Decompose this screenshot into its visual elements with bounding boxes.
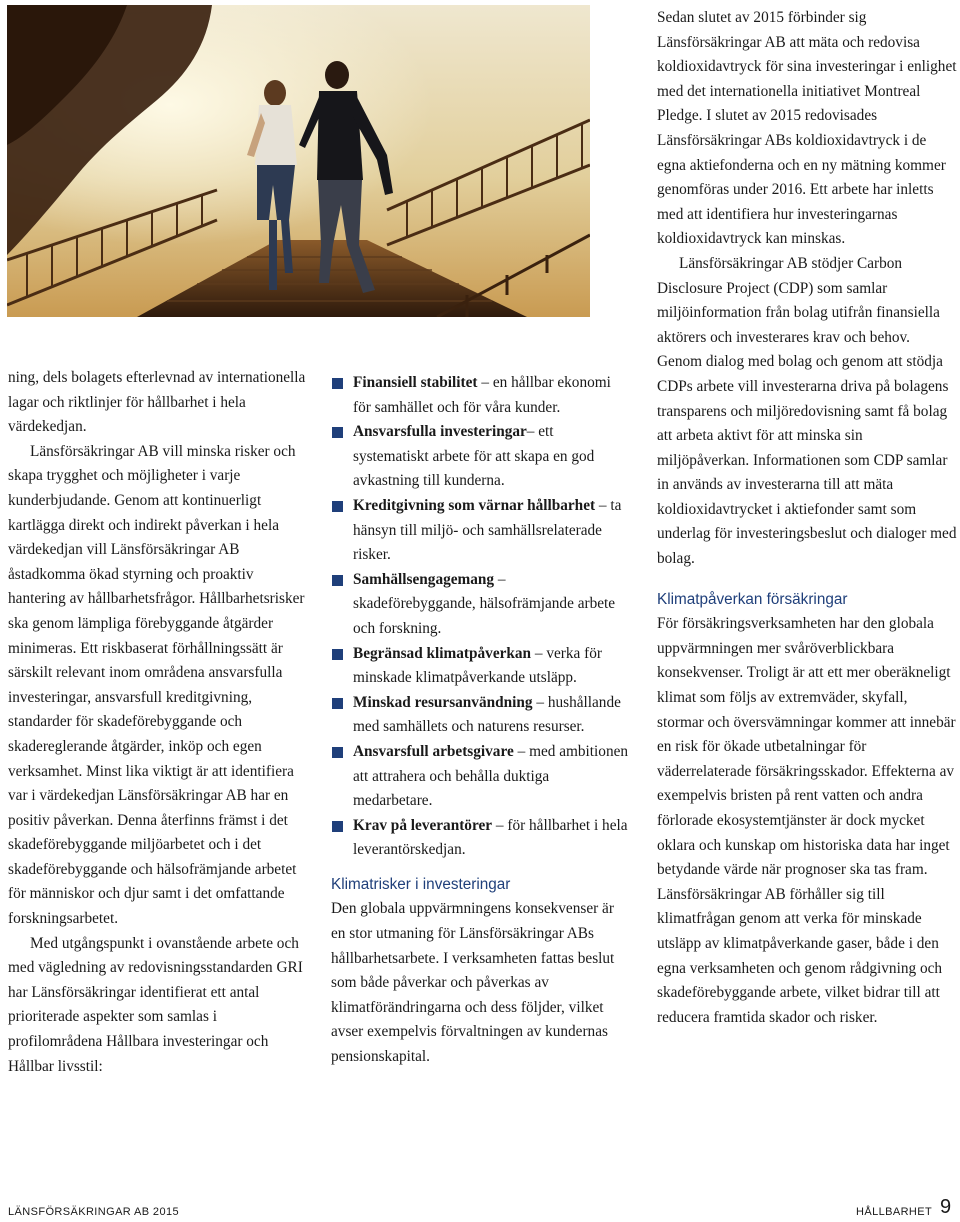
right-paragraph-2: Länsförsäkringar AB stödjer Carbon Disclosure Project (CDP) som samlar miljöinformation från bolag utifrån finansiella aktörers och investerares krav och behov. Genom dialog med bolag och genom att stödja CDPs arbete vill investerarna driva på bolagens transparens och miljöredovisning samt få bolag att arbeta aktivt för att minska sin miljöpåverkan. Informationen som CDP samlar in används av investerarna till att mäta koldioxidavtrycket i aktiefonder samt som underlag för investeringsbeslut och dialoger med bolag. <box>657 254 957 568</box>
middle-column <box>331 371 631 1070</box>
list-item-text: – med ambitionen att attrahera och behålla duktiga medarbetare. <box>353 742 629 810</box>
bullet-square-icon <box>332 649 343 660</box>
middle-paragraph: Den globala uppvärmningens konsekvenser är en stor utmaning för Länsförsäkringar ABs hållbarhetsarbete. I verksamheten fattas beslut som både påverkar och påverkas av klimatförändringarna och dess följder, vilket avser exempelvis förvaltningen av kundernas pensionskapital. <box>331 900 615 1066</box>
list-item-title: Minskad resursanvändning <box>353 693 533 711</box>
section-heading-klimatrisker: Klimatrisker i investeringar <box>331 875 511 893</box>
list-item-title: Kreditgivning som värnar hållbarhet <box>353 496 596 514</box>
right-paragraph-3: För försäkringsverksamheten har den globala uppvärmningen mer svåröverblickbara konsekvenser. Troligt är att ett mer oberäkneligt klimat som följs av extremväder, skyfall, stormar och översvämningar kommer att innebär en risk för ökade utbetalningar för väderrelaterade försäkringsskador. Effekterna av exempelvis bristen på rent vatten och andra förlorade ekosystemtjänster är dock mycket oklara och kunskap om historiska data har inget betydande värde när prognoser ska tas fram. Länsförsäkringar AB förhåller sig till klimatfrågan genom att verka för minskade utsläpp av klimatpåverkande gaser, både i den egna verksamheten och genom rådgivning och skadeförebyggande arbete, vilket bidrar till att reducera framtida skador och risker. <box>657 615 956 1026</box>
bullet-square-icon <box>332 575 343 586</box>
footer-publication: LÄNSFÖRSÄKRINGAR AB 2015 <box>8 1206 179 1218</box>
bullet-square-icon <box>332 427 343 438</box>
aspect-list <box>331 371 631 863</box>
list-item-title: Finansiell stabilitet <box>353 374 478 391</box>
left-paragraph-3: Med utgångspunkt i ovanstående arbete och med vägledning av redovisningsstandarden GRI har Länsförsäkringar identifierat ett antal prioriterade aspekter som samlas i profilområdena Hållbara investeringar och Hållbar livsstil: <box>8 934 303 1075</box>
list-item-title: Begränsad klimatpåverkan <box>353 644 532 662</box>
list-item-text: – för hållbarhet i hela leverantörskedjan. <box>353 816 628 859</box>
list-item-text: – verka för minskade klimatpåverkande utsläpp. <box>353 644 602 687</box>
left-paragraph-1: ning, dels bolagets efterlevnad av internationella lagar och riktlinjer för hållbarhet i hela värdekedjan. <box>8 369 306 436</box>
section-heading-klimatpaverkan: Klimatpåverkan försäkringar <box>657 590 848 608</box>
list-item <box>331 494 631 568</box>
bullet-square-icon <box>332 378 343 389</box>
left-column <box>8 366 308 1079</box>
footer-section-name: HÅLLBARHET <box>856 1206 933 1218</box>
list-item-text: – en hållbar ekonomi för samhället och för våra kunder. <box>353 374 611 416</box>
list-item <box>331 814 631 863</box>
list-item <box>331 740 631 814</box>
list-item <box>331 420 631 494</box>
list-item-title: Samhällsengagemang <box>353 570 495 588</box>
bullet-square-icon <box>332 747 343 758</box>
bullet-square-icon <box>332 821 343 832</box>
list-item <box>331 371 631 420</box>
list-item <box>331 568 631 642</box>
bullet-square-icon <box>332 501 343 512</box>
hero-photo <box>7 5 590 317</box>
list-item-text: – skadeförebyggande, hälsofrämjande arbete och forskning. <box>353 570 616 637</box>
list-item-text: – hushållande med samhällets och naturens resurser. <box>353 693 621 736</box>
left-paragraph-2: Länsförsäkringar AB vill minska risker och skapa trygghet och möjligheter i varje kunderbjudande. Genom att kontinuerligt kartlägga direkt och indirekt påverkan i hela värdekedjan vill Länsförsäkringar AB åstadkomma ökad styrning och proaktiv hantering av hållbarhetsfrågor. Hållbarhetsrisker ska genom lämpliga förebyggande åtgärder minimeras. Ett riskbaserat förhållningssätt är särskilt relevant inom områdena ansvarsfulla investeringar, ansvarsfull kreditgivning, standarder för skadeförebyggande och skadereglerande åtgärder, inköp och egen verksamhet. Minst lika viktigt är att identifiera var i värdekedjan Länsförsäkringar AB har en positiv påverkan. Denna återfinns främst i det skadeförebyggande miljöarbetet och i det skadeförebyggande och hälsofrämjande arbetet för människor och djur samt i det omfattande forskningsarbetet. <box>8 442 305 928</box>
list-item-title: Ansvarsfulla investeringar <box>353 423 527 441</box>
bullet-square-icon <box>332 698 343 709</box>
page-number: 9 <box>940 1196 952 1218</box>
list-item-text: – ett systematiskt arbete för att skapa en god avkastning till kunderna. <box>353 423 595 490</box>
list-item-title: Ansvarsfull arbetsgivare <box>353 742 514 760</box>
list-item-text: – ta hänsyn till miljö- och samhällsrelaterade risker. <box>353 496 622 564</box>
right-column <box>657 6 957 1030</box>
list-item-title: Krav på leverantörer <box>353 816 493 834</box>
list-item <box>331 642 631 691</box>
list-item <box>331 691 631 740</box>
right-paragraph-1: Sedan slutet av 2015 förbinder sig Länsförsäkringar AB att mäta och redovisa koldioxidavtryck för sina investeringar i enlighet med det internationella initiativet Montreal Pledge. I slutet av 2015 redovisades Länsförsäkringar ABs koldioxidavtryck i de egna aktiefonderna och en ny mätning kommer genomföras under 2016. Ett arbete har inletts med att identifiera hur investeringarnas koldioxidavtryck kan minskas. <box>657 9 957 248</box>
